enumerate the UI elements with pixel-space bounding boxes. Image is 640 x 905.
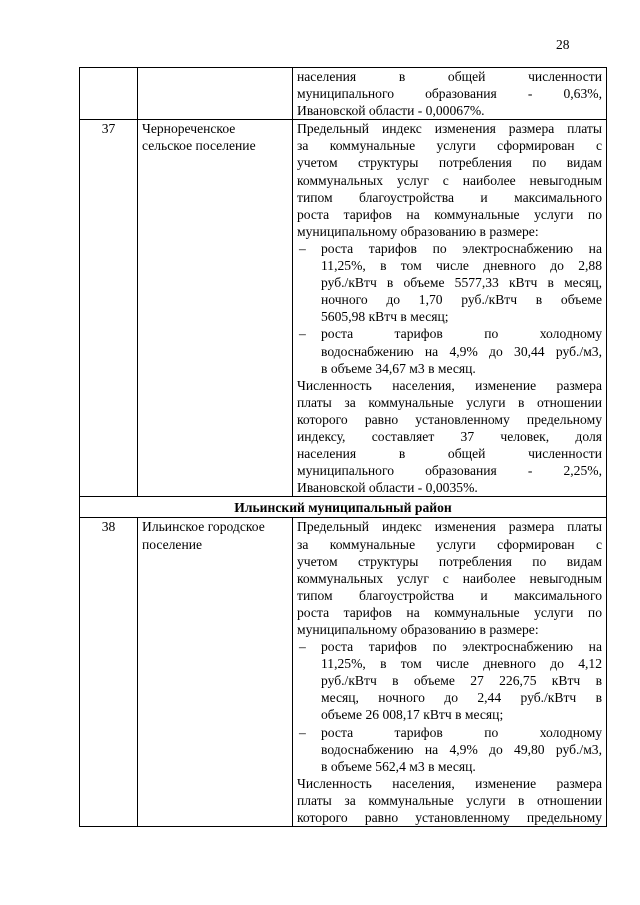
bullet-line: водоснабжению на 4,9% до 30,44 руб./м3, [321, 343, 602, 359]
bullet-line: объеме 26 008,17 кВтч в месяц; [321, 707, 504, 723]
municipality-name-line: Чернореченское [142, 121, 236, 137]
description-line: за коммунальные услуги сформирован с [297, 536, 602, 552]
description-line: роста тарифов на коммунальные услуги по [297, 604, 602, 620]
description-cell [293, 518, 607, 827]
description-line: учетом структуры потребления по видам [297, 155, 602, 171]
municipality-cell [138, 68, 293, 120]
description-line: коммунальных услуг с наиболее невыгодным [297, 172, 602, 188]
description-line: муниципальному образованию в размере: [297, 223, 539, 239]
table-row-38 [80, 518, 607, 827]
bullet-line: водоснабжению на 4,9% до 49,80 руб./м3, [321, 741, 602, 757]
bullet-cold-water [297, 724, 602, 775]
description-line: Предельный индекс изменения размера платы [297, 519, 602, 535]
description-line: муниципальному образованию в размере: [297, 622, 539, 637]
description-line: типом благоустройства и максимального [297, 587, 602, 603]
region-title: Ильинский муниципальный район [80, 497, 607, 518]
description-line: роста тарифов на коммунальные услуги по [297, 206, 602, 222]
bullet-cold-water [297, 325, 602, 376]
description-line: населения в общей численности [297, 446, 602, 462]
bullet-line: роста тарифов по холодному [321, 724, 602, 740]
region-header-row [80, 497, 607, 518]
bullet-line: 11,25%, в том числе дневного до 4,12 [321, 656, 602, 672]
description-line: Численность населения, изменение размера [297, 377, 602, 393]
bullet-line: в объеме 562,4 м3 в месяц. [321, 758, 476, 774]
description-line: муниципального образования - 2,25%, [297, 463, 602, 479]
description-line: платы за коммунальные услуги в отношении [297, 792, 602, 808]
description-line: индексу, составляет 37 человек, доля [297, 428, 602, 444]
bullet-line: роста тарифов по электроснабжению на [321, 240, 602, 256]
description-line: Численность населения, изменение размера [297, 775, 602, 791]
description-cell [293, 120, 607, 497]
bullet-electricity [297, 240, 602, 325]
row-number-cell: 37 [80, 120, 138, 497]
table-row-37 [80, 120, 607, 497]
bullet-line: месяц, ночного до 2,44 руб./кВтч в [321, 690, 602, 706]
bullet-line: роста тарифов по электроснабжению на [321, 639, 602, 655]
bullet-line: 5605,98 кВтч в месяц; [321, 309, 449, 325]
dash-marker: – [299, 639, 306, 655]
description-line: Предельный индекс изменения размера платы [297, 121, 602, 137]
bullet-line: руб./кВтч в объеме 27 226,75 кВтч в [321, 673, 602, 689]
dash-marker: – [299, 326, 306, 342]
dash-marker: – [299, 724, 306, 740]
bullet-line: руб./кВтч в объеме 5577,33 кВтч в месяц, [321, 275, 602, 291]
description-line: платы за коммунальные услуги в отношении [297, 394, 602, 410]
bullet-line: роста тарифов по холодному [321, 326, 602, 342]
description-cell [293, 68, 607, 120]
description-line: населения в общей численности [297, 69, 602, 84]
page-number: 28 [556, 37, 570, 52]
bullet-line: ночного до 1,70 руб./кВтч в объеме [321, 292, 602, 308]
dash-marker: – [299, 240, 306, 256]
description-line: Ивановской области - 0,00067%. [297, 103, 485, 119]
description-line: за коммунальные услуги сформирован с [297, 138, 602, 154]
description-line: Ивановской области - 0,0035%. [297, 480, 478, 496]
description-line: которого равно установленному предельному [297, 810, 602, 826]
table-row-continuation [80, 68, 607, 120]
municipality-cell [138, 120, 293, 497]
description-line: которого равно установленному предельному [297, 411, 602, 427]
description-line: коммунальных услуг с наиболее невыгодным [297, 570, 602, 586]
municipality-name-line: поселение [142, 536, 203, 552]
description-line: учетом структуры потребления по видам [297, 553, 602, 569]
municipality-cell [138, 518, 293, 827]
row-number-cell [80, 68, 138, 120]
description-line: типом благоустройства и максимального [297, 189, 602, 205]
row-number-cell: 38 [80, 518, 138, 827]
tariff-index-table [79, 67, 607, 827]
description-line: муниципального образования - 0,63%, [297, 86, 602, 102]
bullet-line: в объеме 34,67 м3 в месяц. [321, 360, 476, 376]
bullet-electricity [297, 638, 602, 723]
bullet-line: 11,25%, в том числе дневного до 2,88 [321, 258, 602, 274]
municipality-name-line: сельское поселение [142, 138, 256, 154]
municipality-name-line: Ильинское городское [142, 519, 265, 535]
